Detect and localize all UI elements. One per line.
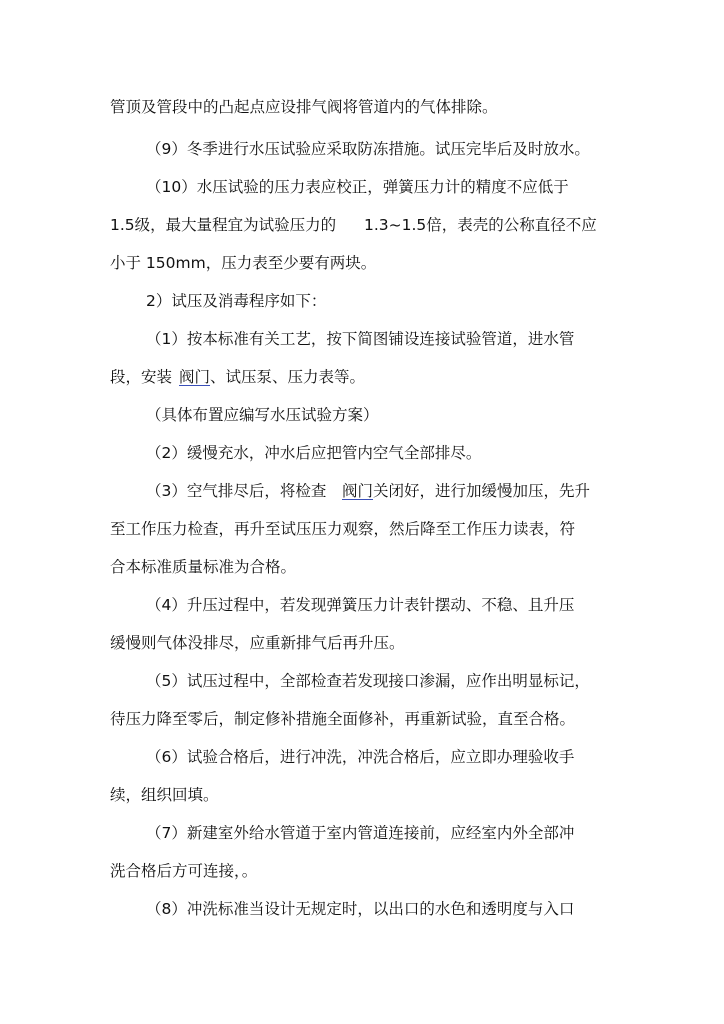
text-line: （5）试压过程中，全部检查若发现接口渗漏，应作出明显标记， <box>146 672 590 690</box>
text-line: 续，组织回填。 <box>110 786 219 804</box>
text-line: 1.3~1.5倍，表壳的公称直径不应 <box>364 216 597 234</box>
text-line: （6）试验合格后，进行冲洗，冲洗合格后，应立即办理验收手 <box>146 748 575 766</box>
text-line: （具体布置应编写水压试验方案） <box>146 406 379 424</box>
text-line: （4）升压过程中，若发现弹簧压力计表针摆动、不稳、且升压 <box>146 596 575 614</box>
text-line: 洗合格后方可连接，。 <box>110 862 258 880</box>
text-line: 待压力降至零后，制定修补措施全面修补，再重新试验，直至合格。 <box>110 710 576 728</box>
text-line: 1.5级，最大量程宜为试验压力的 <box>110 216 337 234</box>
valve-link[interactable]: 阀门 <box>342 482 374 500</box>
text-line: 2）试压及消毒程序如下： <box>146 292 327 310</box>
text-line: （1）按本标准有关工艺，按下简图铺设连接试验管道，进水管 <box>146 330 575 348</box>
text-line: （10）水压试验的压力表应校正，弹簧压力计的精度不应低于 <box>146 178 569 196</box>
text-line: 管顶及管段中的凸起点应设排气阀将管道内的气体排除。 <box>110 98 498 116</box>
text-line: 小于 150mm，压力表至少要有两块。 <box>110 254 377 272</box>
text-line: 段，安装 <box>110 368 173 386</box>
text-line: （3）空气排尽后，将检查 <box>146 482 327 500</box>
text-line: 缓慢则气体没排尽，应重新排气后再升压。 <box>110 634 405 652</box>
text-line: 、试压泵、压力表等。 <box>210 368 366 386</box>
text-line: （8）冲洗标准当设计无规定时，以出口的水色和透明度与入口 <box>146 900 575 918</box>
text-line: 合本标准质量标准为合格。 <box>110 558 297 576</box>
text-line: （2）缓慢充水，冲水后应把管内空气全部排尽。 <box>146 444 482 462</box>
text-line: （9）冬季进行水压试验应采取防冻措施。试压完毕后及时放水。 <box>146 140 590 158</box>
valve-link[interactable]: 阀门 <box>179 368 211 386</box>
text-line: 关闭好，进行加缓慢加压，先升 <box>373 482 591 500</box>
text-line: （7）新建室外给水管道于室内管道连接前，应经室内外全部冲 <box>146 824 575 842</box>
text-line: 至工作压力检查，再升至试压压力观察，然后降至工作压力读表，符 <box>110 520 576 538</box>
